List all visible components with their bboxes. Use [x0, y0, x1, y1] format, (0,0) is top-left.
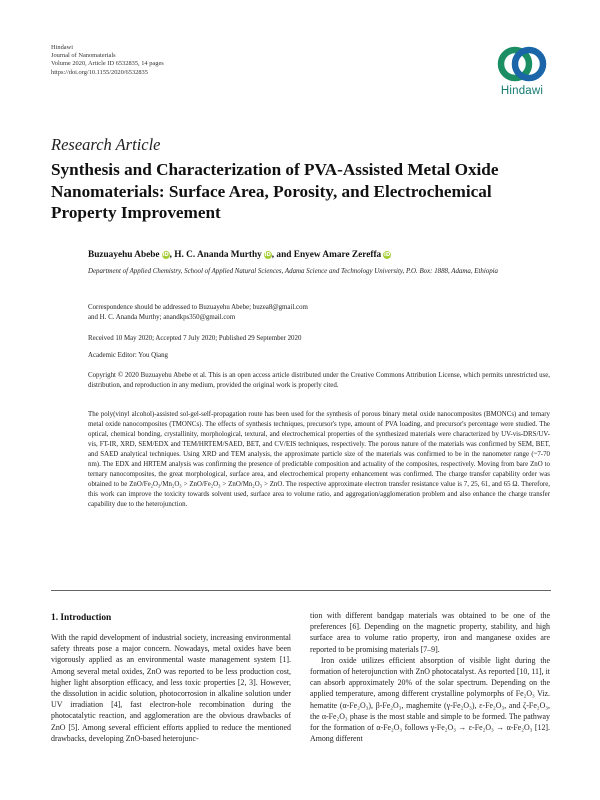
- hindawi-logo-text: Hindawi: [500, 85, 544, 97]
- body-paragraph: With the rapid development of industrial society, increasing environmental safety threats pose a major concern. Nowadays, metal oxides have been vigorously applied as an environmental waste management system [1]. Among several metal oxides, ZnO was reported to be less production cost, higher light absorption efficacy, and less toxic properties [2, 3]. However, the dissolution in acidic solution, photocorrosion in alkaline solution under UV irradiation [4], fast electron-hole recombination during the photocatalytic reaction, and agglomeration are the obvious drawbacks of ZnO [5]. Among several efficient efforts applied to reduce the mentioned drawbacks, developing ZnO-based heterojunc-: [51, 633, 291, 743]
- correspondence: [88, 303, 550, 323]
- author-separator: , and: [271, 250, 294, 260]
- publication-dates: Received 10 May 2020; Accepted 7 July 2020; Published 29 September 2020: [88, 335, 302, 342]
- journal-doi[interactable]: https://doi.org/10.1155/2020/6532835: [51, 68, 148, 76]
- orcid-icon[interactable]: iD: [162, 252, 169, 258]
- journal-meta: [51, 44, 164, 77]
- article-title: Synthesis and Characterization of PVA-Assisted Metal Oxide Nanomaterials: Surface Area, Porosity, and Electrochemical Property Improvement: [51, 160, 499, 222]
- abstract: The poly(vinyl alcohol)-assisted sol-gel-self-propagation route has been used for the synthesis of porous binary metal oxide nanocomposites (BMONCs) and ternary metal oxide nanocomposites (TMONCs). The effects of synthesis techniques, precursor's type, amount of PVA loading, and precursor's percentage were studied. The optical, chemical bonding, crystallinity, morphological, textural, and electrochemical properties of the synthesized materials were characterized by UV-vis-DRS/UV-vis, FT-IR, XRD, SEM/EDX and TEM/HRTEM/SAED, BET, and CV/EIS techniques, respectively. The porous nature of the materials was confirmed by SEM, BET, and SAED analytical techniques. Using XRD and TEM analysis, the approximate particle size of the materials was confirmed to be in the nanometer range (~7-70 nm). The EDX and HRTEM analysis was confirming the presence of predictable composition and actuality of the composites, respectively. Moving from bare ZnO to ternary nanocomposites, the great morphological, surface area, and electrochemical property enhancement was confirmed. The charge transfer capability order was obtained to be ZnO/Fe₂O₃/Mn₂O₃ > ZnO/Fe₂O₃ > ZnO/Mn₂O₃ > ZnO. The respective approximate electron transfer resistance value is 7, 25, 61, and 65 Ω. Therefore, this work can improve the toxicity towards solvent used, surface area to volume ratio, and aggregation/agglomeration problem and also enhance the charge transfer capability due to the heterojunction.: [88, 411, 550, 508]
- journal-name: Journal of Nanomaterials: [51, 52, 116, 60]
- journal-volume: Volume 2020, Article ID 6532835, 14 pages: [51, 60, 164, 68]
- author-name[interactable]: Enyew Amare Zereffa: [293, 250, 382, 260]
- author-name[interactable]: H. C. Ananda Murthy: [174, 250, 262, 260]
- author-list: [88, 250, 391, 260]
- author-name[interactable]: Buzuayehu Abebe: [88, 250, 160, 260]
- correspondence-line: Correspondence should be addressed to Buzuayehu Abebe; buzea8@gmail.com: [88, 304, 308, 311]
- copyright-notice: Copyright © 2020 Buzuayehu Abebe et al. This is an open access article distributed under the Creative Commons Attribution License, which permits unrestricted use, distribution, and reproduction in any medium, provided the original work is properly cited.: [88, 372, 550, 389]
- journal-publisher: Hindawi: [51, 44, 74, 51]
- body-paragraph: Iron oxide utilizes efficient absorption of visible light during the formation of heterojunction with ZnO photocatalyst. As reported [10, 11], it can absorb approximately 20% of the solar spectrum. Depending on the applied temperature, among different crystalline polymorphs of Fe₂O₃ Viz. hematite (α-Fe₂O₃), β-Fe₂O₃, maghemite (γ-Fe₂O₃), ε-Fe₂O₃, and ζ-Fe₂O₃, the α-Fe₂O₃ phase is the most stable and simple to be formed. The pathway for the formation of α-Fe₂O₃ follows γ-Fe₂O₃ → ε-Fe₂O₃ → α-Fe₂O₃ [12]. Among different: [310, 655, 550, 744]
- body-column-right: [310, 610, 550, 744]
- correspondence-line: and H. C. Ananda Murthy; anandkps350@gmail.com: [88, 314, 236, 321]
- hindawi-logo-icon: [496, 42, 548, 84]
- orcid-icon[interactable]: iD: [383, 252, 391, 258]
- body-paragraph: tion with different bandgap materials was obtained to be one of the preferences [6]. Depending on the magnetic property, stability, and high surface area to volume ratio property, iron and manganese oxides are reported to be promising materials [7–9].: [310, 611, 550, 654]
- body-column-left: [51, 632, 291, 744]
- academic-editor: Academic Editor: You Qiang: [88, 352, 168, 359]
- author-separator: ,: [169, 250, 175, 260]
- section-heading: 1. Introduction: [51, 613, 112, 623]
- article-type: Research Article: [51, 135, 161, 154]
- affiliation: Department of Applied Chemistry, School of Applied Natural Sciences, Adama Science and Technology University, P.O. Box: 1888, Adama, Ethiopia: [88, 268, 499, 275]
- section-divider: [51, 590, 551, 591]
- orcid-icon[interactable]: iD: [264, 252, 271, 258]
- hindawi-logo: [492, 42, 552, 104]
